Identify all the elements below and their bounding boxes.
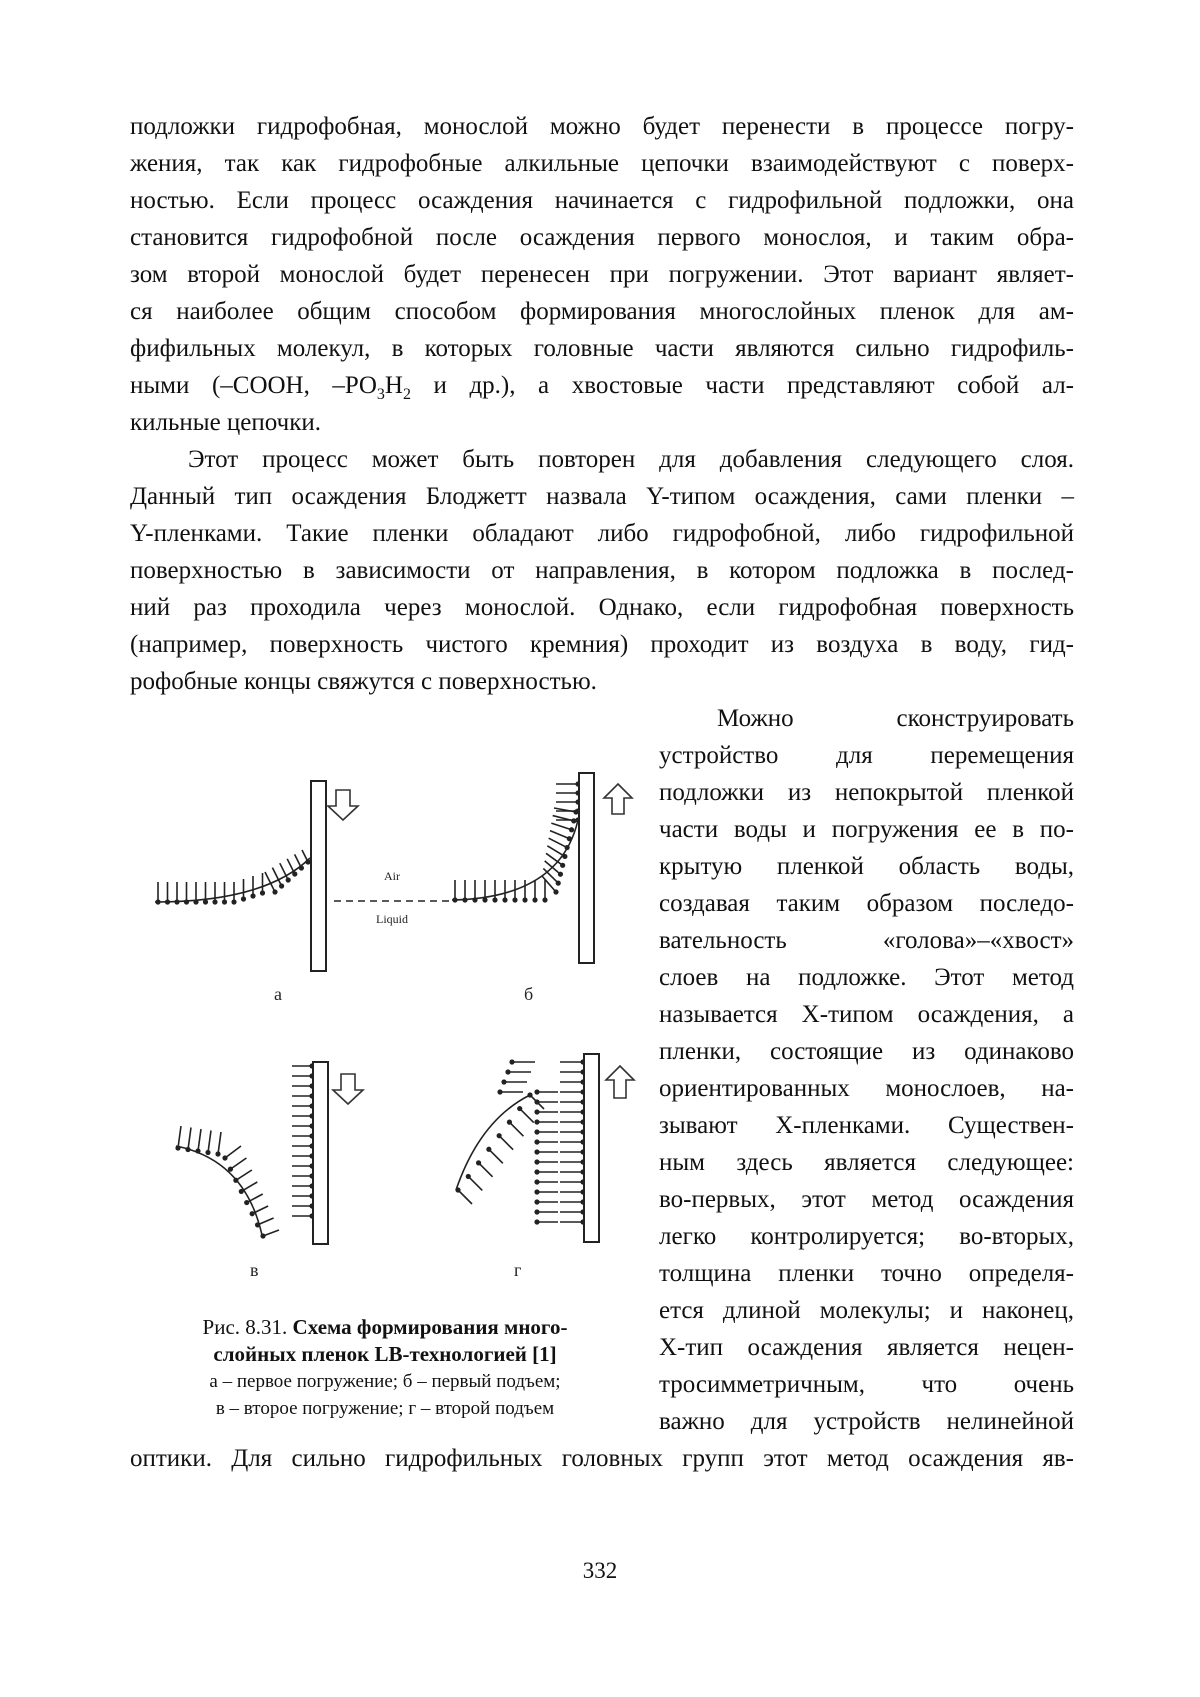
body-line: оптики. Для сильно гидрофильных головных групп этот метод осаждения яв- <box>130 1445 1074 1472</box>
molecule-tail <box>549 838 567 847</box>
side-line: подложки из непокрытой пленкой <box>659 779 1074 806</box>
molecule-head <box>517 1106 522 1111</box>
molecule-tail <box>258 1218 274 1225</box>
caption-title: Схема формирования много- <box>292 1315 568 1339</box>
molecule-head <box>260 890 265 895</box>
molecule-head <box>507 1120 512 1125</box>
molecule-head <box>299 865 304 870</box>
formula-part: и др.), а хвостовые части представляют собой ал- <box>410 372 1074 399</box>
molecule-head <box>569 827 574 832</box>
figure-caption-line-2: слойных пленок LB-технологией [1] <box>213 1342 557 1366</box>
molecule-head <box>452 897 457 902</box>
label-air: Air <box>384 869 400 883</box>
molecule-head <box>534 1169 539 1174</box>
body-line: (например, поверхность чистого кремния) проходит из воздуха в воду, гид- <box>130 631 1074 658</box>
side-line: зывают X-пленками. Существен- <box>659 1112 1074 1139</box>
molecule-head <box>534 1109 539 1114</box>
molecule-head <box>534 1119 539 1124</box>
body-line: ностью. Если процесс осаждения начинается с гидрофильной подложки, она <box>130 187 1074 214</box>
molecule-tail <box>489 1149 503 1163</box>
side-line: называется X-типом осаждения, а <box>659 1001 1074 1028</box>
molecule-head <box>155 899 160 904</box>
molecule-head <box>260 1233 265 1238</box>
molecule-tail <box>520 1109 534 1123</box>
side-line: части воды и погружения ее в по- <box>659 816 1074 843</box>
molecule-head <box>205 1150 210 1155</box>
molecule-head <box>228 1167 233 1172</box>
molecule-head <box>174 899 179 904</box>
up-arrow-icon <box>606 1066 634 1098</box>
molecule-head <box>455 1187 460 1192</box>
side-line: крытую пленкой область воды, <box>659 853 1074 880</box>
molecule-tail <box>218 1132 221 1154</box>
molecule-tail <box>272 868 281 886</box>
molecule-head <box>203 899 208 904</box>
molecule-head <box>231 899 236 904</box>
molecule-head <box>250 1211 255 1216</box>
molecule-tail <box>178 1126 181 1148</box>
molecule-head <box>534 1179 539 1184</box>
molecule-head <box>466 1174 471 1179</box>
molecule-head <box>542 897 547 902</box>
molecule-head <box>222 899 227 904</box>
body-line: подложки гидрофобная, монослой можно будет перенести в процессе погру- <box>130 113 1074 140</box>
molecule-head <box>239 1189 244 1194</box>
figure-caption-line-1 <box>140 1314 630 1341</box>
molecule-head <box>212 899 217 904</box>
label-liquid: Liquid <box>376 912 408 926</box>
molecule-head <box>472 897 477 902</box>
molecule-head <box>509 1059 514 1064</box>
molecule-head <box>532 897 537 902</box>
molecule-head <box>244 1200 249 1205</box>
body-line: становится гидрофобной после осаждения первого монослоя, и таким обра- <box>130 224 1074 251</box>
body-line: поверхностью в зависимости от направления, в котором подложка в послед- <box>130 557 1074 584</box>
molecule-head <box>534 1099 539 1104</box>
side-line: важно для устройств нелинейной <box>659 1408 1074 1435</box>
side-line: устройство для перемещения <box>659 742 1074 769</box>
body-line: Данный тип осаждения Блоджетт назвала Y-типом осаждения, сами пленки – <box>130 483 1074 510</box>
molecule-tail <box>188 1128 191 1150</box>
molecule-tail <box>198 1129 201 1151</box>
panel-label-c: в <box>250 1260 259 1280</box>
subscript: 3 <box>376 386 385 403</box>
film-line-c <box>176 1146 262 1235</box>
molecule-head <box>497 1089 502 1094</box>
molecule-head <box>534 1089 539 1094</box>
molecule-head <box>175 1145 180 1150</box>
substrate-a <box>311 781 326 971</box>
substrate-c <box>313 1062 328 1244</box>
molecule-tail <box>547 846 565 857</box>
molecule-head <box>534 1139 539 1144</box>
side-line: ным здесь является следующее: <box>659 1149 1074 1176</box>
caption-prefix: Рис. 8.31. <box>202 1315 293 1339</box>
molecule-head <box>462 897 467 902</box>
molecule-tail <box>468 1176 482 1190</box>
side-line: ориентированных монослоев, на- <box>659 1075 1074 1102</box>
molecule-head <box>522 897 527 902</box>
molecule-head <box>492 897 497 902</box>
molecule-head <box>558 872 563 877</box>
figure-caption-desc-1: а – первое погружение; б – первый подъем; <box>209 1371 561 1392</box>
side-line: X-тип осаждения является нецен- <box>659 1334 1074 1361</box>
molecule-head <box>553 889 558 894</box>
molecule-head <box>184 899 189 904</box>
side-line: вательность «голова»–«хвост» <box>659 927 1074 954</box>
paragraph-start: Этот процесс может быть повторен для добавления следующего слоя. <box>188 446 1074 473</box>
substrate-d <box>584 1054 599 1242</box>
side-line: Можно сконструировать <box>717 705 1074 732</box>
side-line: создавая таким образом последо- <box>659 890 1074 917</box>
formula-part: H <box>384 372 403 399</box>
molecule-tail <box>458 1190 472 1204</box>
body-line: Y-пленками. Такие пленки обладают либо гидрофобной, либо гидрофильной <box>130 520 1074 547</box>
body-line: зом второй монослой будет перенесен при погружении. Этот вариант являет- <box>130 261 1074 288</box>
molecule-head <box>556 881 561 886</box>
molecule-head <box>305 859 310 864</box>
side-line: слоев на подложке. Этот метод <box>659 964 1074 991</box>
body-line: ний раз проходила через монослой. Однако, если гидрофобная поверхность <box>130 594 1074 621</box>
body-line-last: рофобные концы свяжутся с поверхностью. <box>130 668 597 695</box>
body-line-last: кильные цепочки. <box>130 409 321 436</box>
panel-label-d: г <box>514 1260 522 1280</box>
molecule-tail <box>241 1182 257 1191</box>
molecule-head <box>565 845 570 850</box>
molecule-head <box>534 1209 539 1214</box>
molecule-tail <box>225 1146 241 1158</box>
molecule-head <box>512 897 517 902</box>
molecule-head <box>165 899 170 904</box>
side-line: пленки, состоящие из одинаково <box>659 1038 1074 1065</box>
molecule-head <box>193 899 198 904</box>
molecule-head <box>562 854 567 859</box>
body-line: жения, так как гидрофобные алкильные цепочки взаимодействуют с поверх- <box>130 150 1074 177</box>
molecule-tail <box>551 823 571 830</box>
side-line: толщина пленки точно определя- <box>659 1260 1074 1287</box>
molecule-head <box>222 1155 227 1160</box>
molecule-head <box>567 836 572 841</box>
molecule-head <box>534 1129 539 1134</box>
molecule-head <box>534 1219 539 1224</box>
molecule-head <box>241 896 246 901</box>
molecule-head <box>534 1199 539 1204</box>
body-line: фифильных молекул, в которых головные части являются сильно гидрофиль- <box>130 335 1074 362</box>
side-line: тросимметричным, что очень <box>659 1371 1074 1398</box>
molecule-head <box>486 1147 491 1152</box>
down-arrow-icon <box>328 790 358 820</box>
molecule-tail <box>230 1158 246 1169</box>
substrate-b <box>579 773 594 963</box>
molecule-tail <box>479 1163 493 1177</box>
figure-caption-desc-2: в – второе погружение; г – второй подъем <box>215 1398 555 1419</box>
molecule-head <box>476 1160 481 1165</box>
molecule-head <box>255 1222 260 1227</box>
molecule-tail <box>499 1136 513 1150</box>
molecule-head <box>185 1147 190 1152</box>
molecule-head <box>250 893 255 898</box>
body-line: ся наиболее общим способом формирования многослойных пленок для ам- <box>130 298 1074 325</box>
molecule-head <box>501 1079 506 1084</box>
molecule-head <box>534 1159 539 1164</box>
molecule-head <box>497 1133 502 1138</box>
formula-part: ными (–COOH, –PO <box>130 372 377 399</box>
molecule-head <box>272 889 277 894</box>
molecule-head <box>279 883 284 888</box>
molecule-head <box>534 1149 539 1154</box>
subscript: 2 <box>402 386 411 403</box>
up-arrow-icon <box>604 784 632 814</box>
molecule-head <box>195 1148 200 1153</box>
molecule-head <box>505 1069 510 1074</box>
molecule-head <box>233 1178 238 1183</box>
molecule-head <box>286 877 291 882</box>
panel-label-b: б <box>524 984 534 1004</box>
molecule-head <box>560 863 565 868</box>
molecule-head <box>292 871 297 876</box>
molecule-head <box>502 897 507 902</box>
side-line: во-первых, этот метод осаждения <box>659 1186 1074 1213</box>
molecule-tail <box>236 1170 252 1180</box>
molecule-head <box>534 1189 539 1194</box>
molecule-head <box>482 897 487 902</box>
panel-label-a: а <box>274 984 282 1004</box>
molecule-tail <box>509 1122 523 1136</box>
molecule-head <box>215 1151 220 1156</box>
down-arrow-icon <box>333 1074 363 1104</box>
side-line: легко контролируется; во-вторых, <box>659 1223 1074 1250</box>
molecule-head <box>527 1092 532 1097</box>
side-line: ется длиной молекулы; и наконец, <box>659 1297 1074 1324</box>
molecule-tail <box>208 1131 211 1153</box>
page-number: 332 <box>582 1558 618 1583</box>
molecule-tail <box>550 831 569 839</box>
